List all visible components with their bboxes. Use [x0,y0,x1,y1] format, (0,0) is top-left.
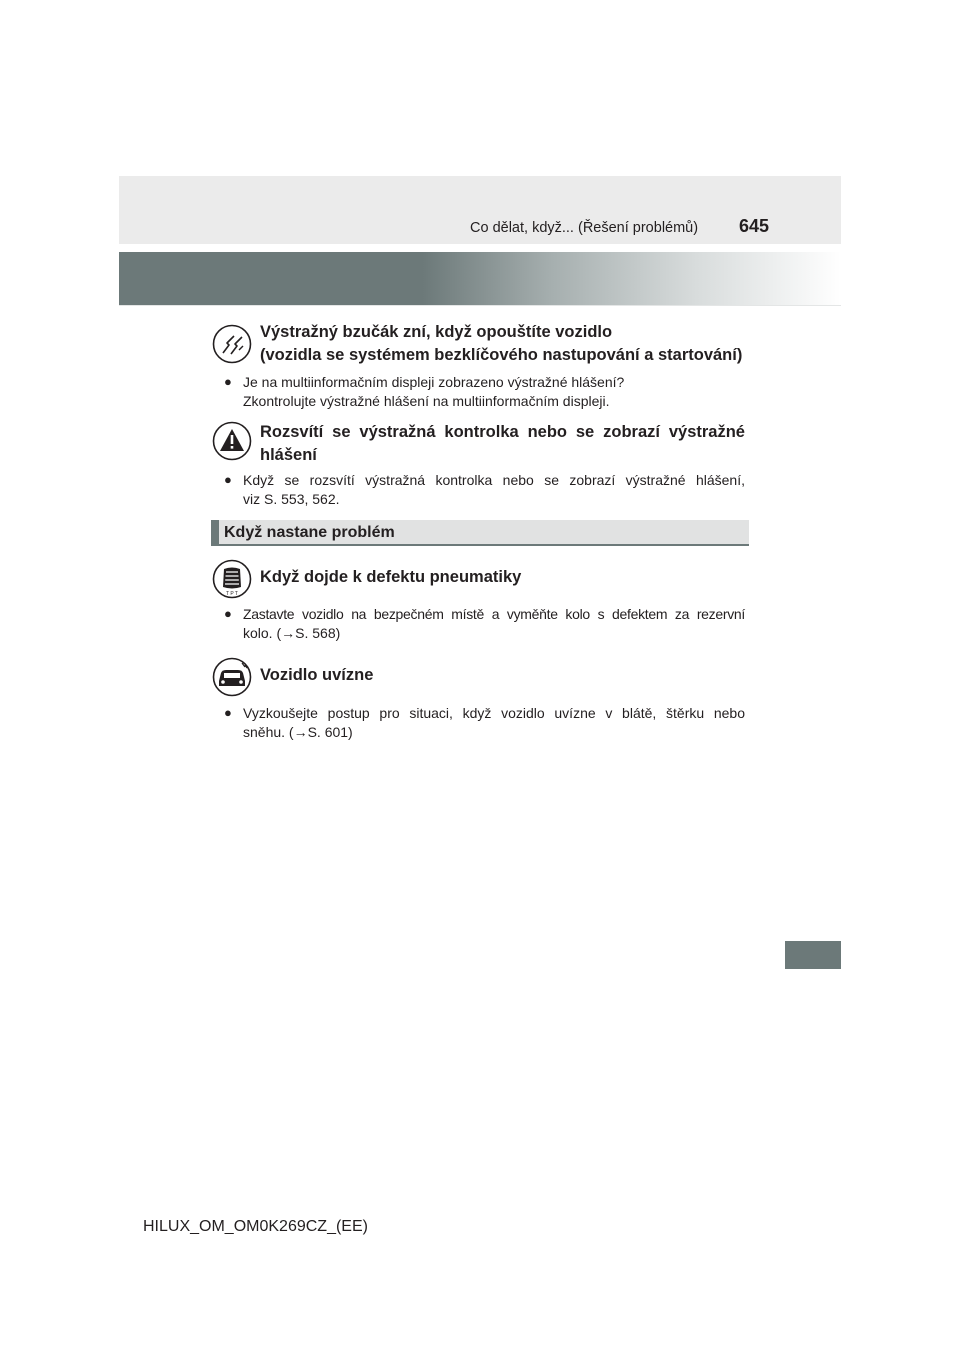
chapter-side-tab [785,941,841,969]
flat-tire-icon [212,559,252,599]
section-title-line: hlášení [260,446,317,464]
body-line: Když se rozsvítí výstražná kontrolka nebo se zobrazí výstražné hlášení, [243,472,745,488]
warning-triangle-icon [212,421,252,461]
problem-title-flat-tire: Když dojde k defektu pneumatiky [260,568,522,586]
gradient-band [119,252,841,305]
bullet-marker: ● [224,374,232,389]
section-body-warning-light [243,471,745,509]
body-line: Vyzkoušejte postup pro situaci, když vozidlo uvízne v blátě, štěrku nebo [243,705,745,721]
document-code: HILUX_OM_OM0K269CZ_(EE) [143,1218,368,1235]
body-line: Zkontrolujte výstražné hlášení na multiinformačním displeji. [243,393,610,409]
problem-body-flat-tire [243,605,745,643]
body-line: Je na multiinformačním displeji zobrazeno výstražné hlášení? [243,374,625,390]
section-title-line: Rozsvítí se výstražná kontrolka nebo se zobrazí výstražné [260,423,745,441]
body-line: kolo. (→S. 568) [243,625,341,641]
bullet-marker: ● [224,705,232,720]
section-title-line: Výstražný bzučák zní, když opouštíte vozidlo [260,323,613,341]
bullet-marker: ● [224,606,232,621]
section-body-buzzer [243,373,745,411]
bullet-marker: ● [224,472,232,487]
body-line: sněhu. (→S. 601) [243,724,353,740]
problem-title-stuck-vehicle: Vozidlo uvízne [260,666,374,684]
buzzer-warning-icon [212,324,252,364]
gradient-divider [119,305,841,306]
section-heading-underline [211,544,749,546]
section-title-warning-light [260,421,745,467]
body-line: viz S. 553, 562. [243,491,340,507]
chapter-title: Co dělat, když... (Řešení problémů) [470,220,699,236]
problem-body-stuck-vehicle [243,704,745,742]
page-number: 645 [739,216,770,236]
section-heading: Když nastane problém [224,524,395,541]
svg-text:T P T: T P T [226,591,238,597]
section-title-buzzer [260,321,742,367]
body-line: Zastavte vozidlo na bezpečném místě a vyměňte kolo s defektem za rezervní [243,606,745,622]
stuck-vehicle-icon [212,657,252,697]
section-title-line: (vozidla se systémem bezklíčového nastupování a startování) [260,346,743,364]
